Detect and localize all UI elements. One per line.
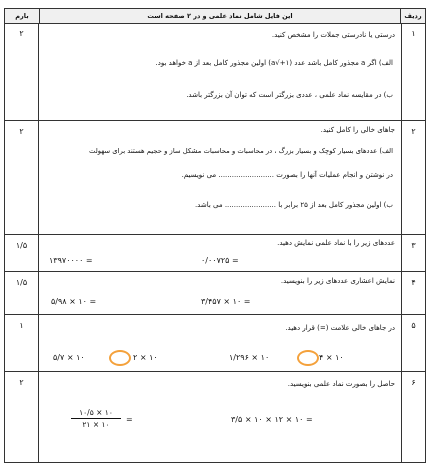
- q4-instruction: نمایش اعشاری عددهای زیر را بنویسید.: [280, 277, 395, 285]
- question-body: [41, 372, 399, 462]
- question-6-row: [4, 372, 426, 463]
- q2-part-a-line-1: الف) عددهای بسیار کوچک و بسیار بزرگ ، در محاسبات و محاسبات مشکل ساز و حجیم هستند برای سهولت: [89, 147, 393, 155]
- q5-instruction: در جاهای خالی علامت (=) قرار دهید.: [285, 324, 395, 332]
- question-score: ۱/۵: [5, 272, 39, 314]
- q5-item-2-right: ۲ × ۱۰: [133, 353, 158, 362]
- question-number: ۶: [401, 372, 425, 462]
- question-number: ۳: [401, 235, 425, 271]
- question-number: ۱: [401, 23, 425, 120]
- header-radif: ردیف: [400, 9, 425, 23]
- header-title: این فایل شامل نماد علمی و در ۲ صفحه است: [147, 12, 293, 20]
- question-score: ۲: [5, 23, 39, 120]
- q5-answer-circle-2[interactable]: [109, 350, 131, 366]
- q5-item-1-right: ۴ × ۱۰: [319, 353, 344, 362]
- q5-answer-circle-1[interactable]: [297, 350, 319, 366]
- table-header: [4, 8, 426, 24]
- q5-item-1-left: ۱/۲۹۶ × ۱۰: [229, 353, 270, 362]
- question-5-row: [4, 315, 426, 372]
- q5-item-2-left: ۵/۷ × ۱۰: [53, 353, 85, 362]
- question-number: ۲: [401, 121, 425, 234]
- question-body: [41, 121, 399, 234]
- question-score: ۲: [5, 372, 39, 462]
- header-barom: بارم: [5, 9, 40, 23]
- q6-fraction: [71, 408, 121, 429]
- q4-item-1: ۳/۴۵۷ × ۱۰ =: [201, 297, 251, 306]
- question-score: ۲: [5, 121, 39, 234]
- q6-item-1: ۳/۵ × ۱۰ × ۱۲ × ۱۰ =: [231, 415, 313, 424]
- question-body: [41, 235, 399, 271]
- question-number: ۴: [401, 272, 425, 314]
- question-body: [41, 23, 399, 120]
- question-1-row: [4, 23, 426, 121]
- question-body: [41, 315, 399, 371]
- question-2-row: [4, 121, 426, 235]
- q2-part-a-line-2: در نوشتن و انجام عملیات آنها را بصورت ......................... می نویسیم.: [181, 171, 393, 179]
- question-4-row: [4, 272, 426, 315]
- question-number: ۵: [401, 315, 425, 371]
- q6-instruction: حاصل را بصورت نماد علمی بنویسید.: [287, 380, 395, 388]
- q2-instruction: جاهای خالی را کامل کنید.: [320, 126, 395, 134]
- q3-item-1: ۰/۰۰۷۲۵ =: [201, 256, 239, 265]
- q1-part-a: الف) اگر a مجذور کامل باشد عدد (۱+√a) اولین مجذور کامل بعد از a خواهد بود.: [155, 59, 393, 67]
- q1-part-b: ب) در مقایسه نماد علمی ، عددی بزرگتر است که توان آن بزرگتر باشد.: [186, 91, 393, 99]
- q1-instruction: درستی یا نادرستی جملات را مشخص کنید.: [271, 31, 395, 39]
- q6-fraction-denominator: ۲۱ × ۱۰: [82, 420, 110, 429]
- question-score: ۱: [5, 315, 39, 371]
- question-body: [41, 272, 399, 314]
- q3-item-2: ۱۳۹۷۰۰۰۰ =: [49, 256, 93, 265]
- q6-fraction-numerator: ۱۰/۵ × ۱۰: [79, 408, 113, 417]
- q2-part-b: ب) اولین مجذور کامل بعد از ۲۵ برابر با ....................... می باشد.: [194, 201, 393, 209]
- question-3-row: [4, 235, 426, 272]
- q6-fraction-equals: =: [126, 415, 133, 424]
- question-score: ۱/۵: [5, 235, 39, 271]
- q4-item-2: ۵/۹۸ × ۱۰ =: [51, 297, 97, 306]
- fraction-bar: [71, 418, 121, 419]
- q3-instruction: عددهای زیر را با نماد علمی نمایش دهید.: [277, 239, 395, 247]
